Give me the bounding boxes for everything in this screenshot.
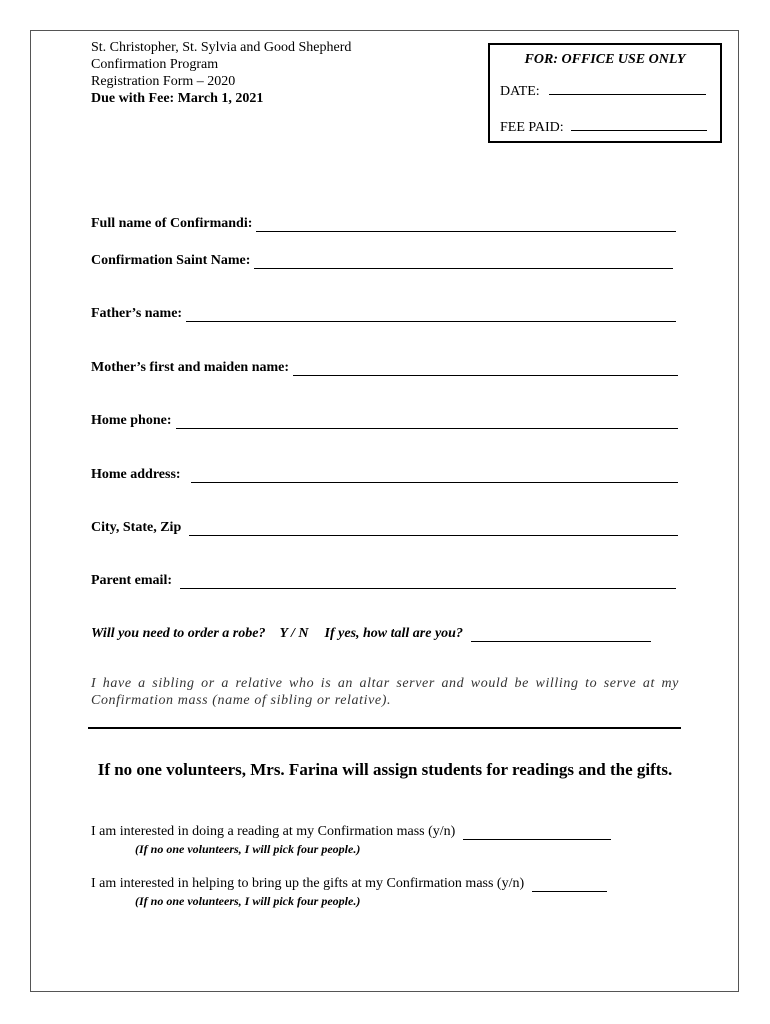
office-date-row — [500, 82, 706, 100]
phone-label: Home phone: — [91, 413, 172, 428]
saint-name-row — [91, 253, 673, 269]
office-date-label: DATE: — [500, 84, 540, 99]
gifts-row — [91, 876, 607, 892]
volunteer-heading: If no one volunteers, Mrs. Farina will assign students for readings and the gifts. — [97, 760, 673, 779]
robe-yes-no[interactable]: Y / N — [279, 626, 309, 641]
father-field[interactable] — [186, 307, 676, 322]
office-use-box — [488, 43, 722, 143]
mother-field[interactable] — [293, 361, 678, 376]
city-field[interactable] — [189, 521, 678, 536]
address-field[interactable] — [191, 468, 678, 483]
full-name-field[interactable] — [256, 217, 676, 232]
email-label: Parent email: — [91, 573, 172, 588]
father-row — [91, 306, 676, 322]
robe-question: Will you need to order a robe? — [91, 626, 266, 641]
office-use-title: FOR: OFFICE USE ONLY — [524, 52, 686, 67]
robe-row — [91, 626, 676, 642]
reading-field[interactable] — [463, 825, 611, 840]
address-row — [91, 467, 678, 483]
mother-row — [91, 360, 678, 376]
form-title: Registration Form – 2020 — [91, 74, 236, 89]
father-label: Father’s name: — [91, 306, 183, 321]
address-label: Home address: — [91, 467, 181, 482]
robe-height-field[interactable] — [471, 627, 651, 642]
city-label: City, State, Zip — [91, 520, 182, 535]
office-fee-row — [500, 118, 707, 136]
sibling-altar-server-text: I have a sibling or a relative who is an altar server and would be willing to serve at my Confirmation mass (name of sibling or relative). — [91, 676, 679, 708]
saint-name-field[interactable] — [254, 254, 673, 269]
section-divider — [88, 727, 681, 729]
gifts-field[interactable] — [532, 877, 607, 892]
city-row — [91, 520, 678, 536]
gifts-label: I am interested in helping to bring up the gifts at my Confirmation mass (y/n) — [91, 876, 525, 891]
program-name: Confirmation Program — [91, 57, 219, 72]
reading-row — [91, 824, 611, 840]
form-header — [91, 39, 351, 107]
phone-row — [91, 413, 678, 429]
office-fee-field[interactable] — [571, 118, 707, 131]
office-date-field[interactable] — [549, 82, 706, 95]
due-date: Due with Fee: March 1, 2021 — [91, 91, 264, 106]
office-fee-label: FEE PAID: — [500, 120, 564, 135]
full-name-row — [91, 216, 676, 232]
mother-label: Mother’s first and maiden name: — [91, 360, 290, 375]
reading-label: I am interested in doing a reading at my Confirmation mass (y/n) — [91, 824, 456, 839]
email-row — [91, 573, 676, 589]
full-name-label: Full name of Confirmandi: — [91, 216, 253, 231]
parish-names: St. Christopher, St. Sylvia and Good Shepherd — [91, 40, 352, 55]
saint-name-label: Confirmation Saint Name: — [91, 253, 251, 268]
robe-height-question: If yes, how tall are you? — [324, 626, 463, 641]
email-field[interactable] — [180, 574, 676, 589]
phone-field[interactable] — [176, 414, 679, 429]
gifts-note: (If no one volunteers, I will pick four people.) — [135, 894, 361, 908]
reading-note: (If no one volunteers, I will pick four people.) — [135, 842, 361, 856]
